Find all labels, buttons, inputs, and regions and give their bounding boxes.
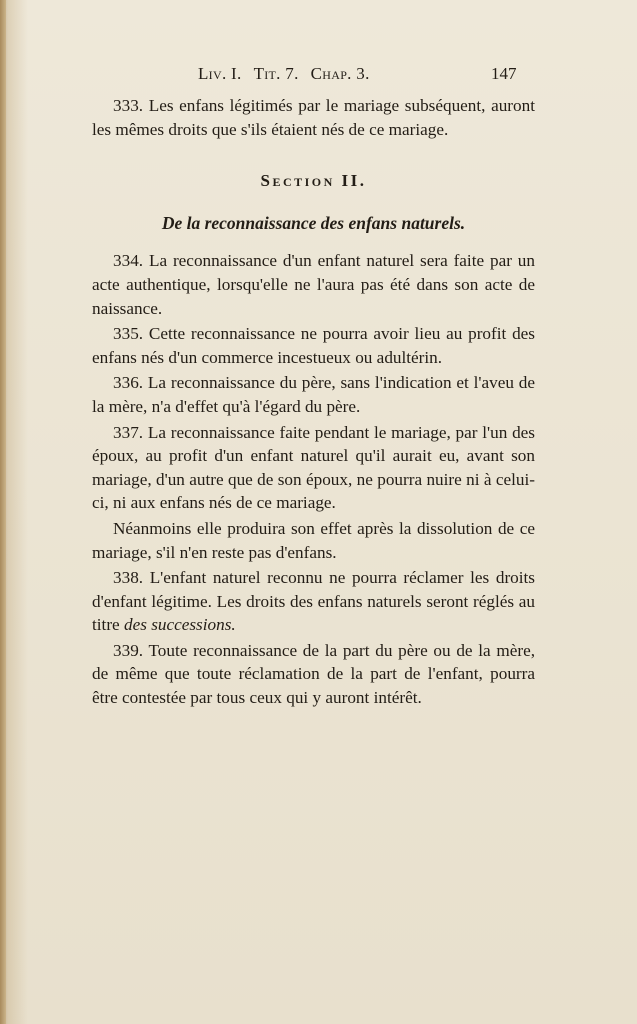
article-338 xyxy=(92,566,535,637)
article-338-italic: des successions. xyxy=(123,615,236,635)
article-334: 334. La reconnaissance d'un enfant naturel sera faite par un acte authentique, lorsqu'elle ne l'aura pas été dans son acte de naissance. xyxy=(92,251,535,318)
page-number: 147 xyxy=(491,64,517,83)
article-335: 335. Cette reconnaissance ne pourra avoir lieu au profit des enfans nés d'un commerce incestueux ou adultérin. xyxy=(92,324,535,367)
section-title: Section II. xyxy=(260,171,367,191)
article-337-continuation: Néanmoins elle produira son effet après la dissolution de ce mariage, s'il n'en reste pas d'enfans. xyxy=(92,518,535,562)
article-339: 339. Toute reconnaissance de la part du père ou de la mère, de même que toute réclamation de la part de l'enfant, pourra être contestée par tous ceux qui y auront intérêt. xyxy=(92,640,535,708)
page-body xyxy=(92,94,535,710)
running-header xyxy=(0,62,637,88)
article-338-text: 338. L'enfant naturel reconnu ne pourra réclamer les droits d'enfant légitime. Les droits des enfans naturels seront réglés au titre xyxy=(92,568,535,635)
running-tit: Tit. 7. xyxy=(253,64,299,83)
running-title xyxy=(198,64,382,84)
running-chap: Chap. 3. xyxy=(310,64,370,83)
running-liv: Liv. I. xyxy=(198,64,242,83)
article-333: 333. Les enfans légitimés par le mariage subséquent, auront les mêmes droits que s'ils étaient nés de ce mariage. xyxy=(92,96,535,139)
article-337: 337. La reconnaissance faite pendant le mariage, par l'un des époux, au profit d'un enfant naturel qu'il aurait eu, avant son mariage, d'un autre que de son époux, ne pourra nuire ni à celui-ci, ni aux enfans nés de ce mariage. xyxy=(92,422,535,513)
page-spine-shadow xyxy=(0,0,6,1024)
article-336: 336. La reconnaissance du père, sans l'indication et l'aveu de la mère, n'a d'effet qu'à l'égard du père. xyxy=(92,373,535,416)
section-subtitle: De la reconnaissance des enfans naturels. xyxy=(161,212,466,233)
